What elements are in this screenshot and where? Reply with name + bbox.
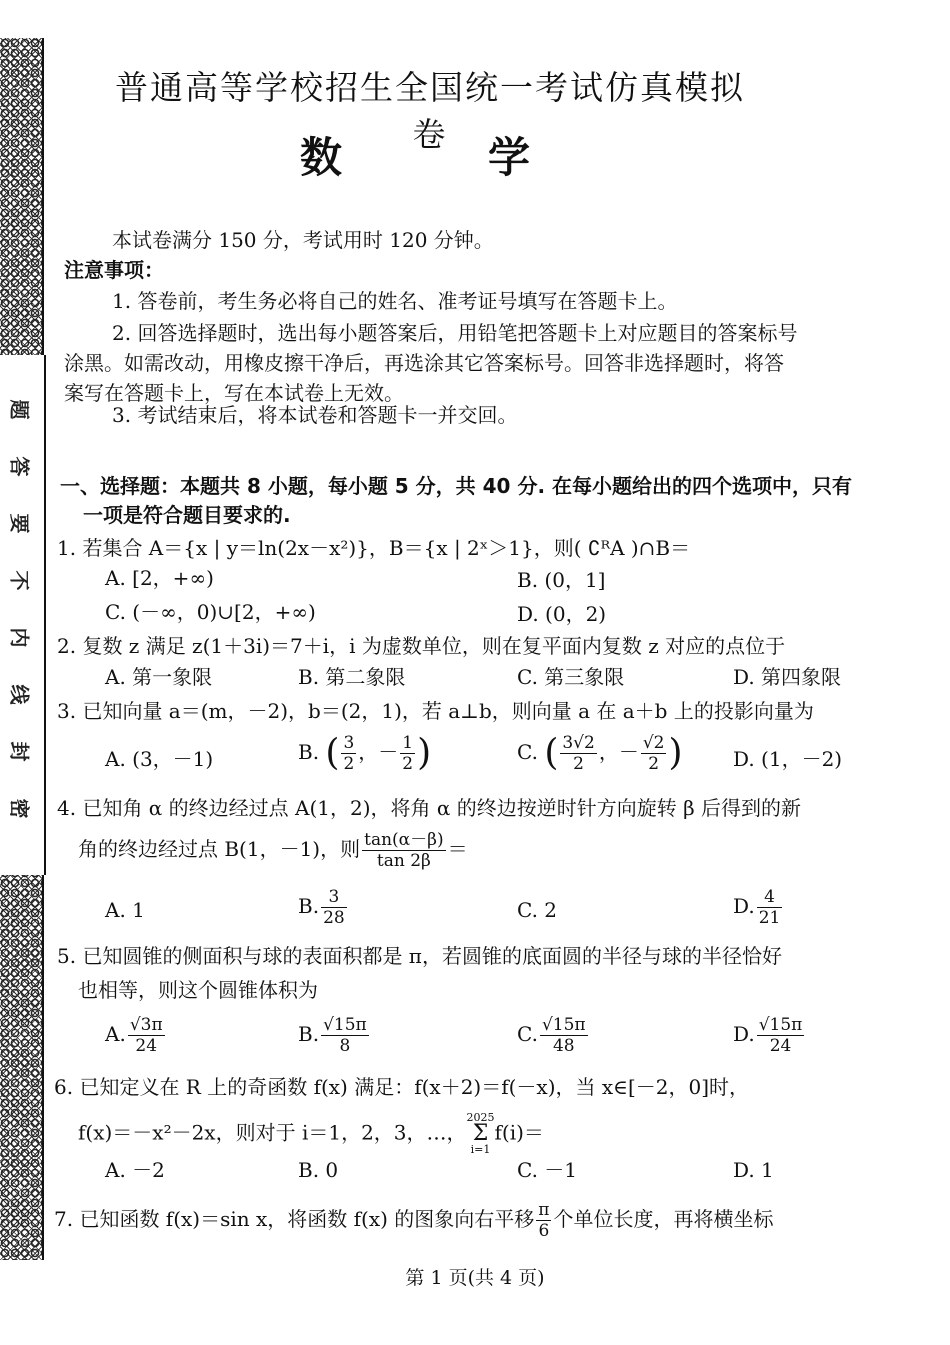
question-1-option-c: C. (－∞，0)∪[2，+∞) bbox=[105, 600, 316, 624]
question-4-option-b: B. $\frac{3}{28}$ bbox=[298, 887, 345, 928]
notice-line: 2. 回答选择题时，选出每小题答案后，用铅笔把答题卡上对应题目的答案标号 bbox=[112, 321, 798, 345]
question-6-stem: 6. 已知定义在 R 上的奇函数 f(x) 满足：f(x＋2)＝f(－x)，当 x∈[－2，0]时， bbox=[54, 1075, 750, 1099]
strip-char: 封 bbox=[7, 741, 32, 762]
question-3-stem: 3. 已知向量 a＝(m，－2)，b＝(2，1)，若 a⊥b，则向量 a 在 a＋b 上的投影向量为 bbox=[57, 699, 814, 723]
question-4-stem-cont: 角的终边经过点 B(1，－1)，则 $\frac{\tan(\alpha-\beta)}{\tan 2\beta}$ ＝ bbox=[78, 830, 468, 871]
fraction: $\frac{3√2}{2}$ bbox=[562, 733, 595, 774]
question-6-stem-cont: f(x)＝－x²－2x，则对于 i＝1，2，3，…，2025 Σ i=1f(i)＝ bbox=[78, 1111, 544, 1156]
fraction: $\frac{4}{21}$ bbox=[758, 887, 781, 928]
strip-char: 不 bbox=[7, 570, 32, 591]
section-heading-cont: 一项是符合题目要求的. bbox=[83, 503, 291, 527]
question-5-option-a: A. $\frac{√3\pi}{24}$ bbox=[105, 1015, 163, 1056]
question-5-option-c: C. $\frac{√15\pi}{48}$ bbox=[517, 1015, 586, 1056]
question-4-stem: 4. 已知角 α 的终边经过点 A(1，2)，将角 α 的终边按逆时针方向旋转 β 后得到的新 bbox=[57, 796, 802, 820]
question-5-option-d: D. $\frac{√15\pi}{24}$ bbox=[733, 1015, 803, 1056]
question-4-option-c: C. 2 bbox=[517, 898, 558, 922]
fraction: $\frac{√3\pi}{24}$ bbox=[129, 1015, 163, 1056]
question-4-option-d: D. $\frac{4}{21}$ bbox=[733, 887, 781, 928]
fraction: $\frac{√15\pi}{8}$ bbox=[323, 1015, 367, 1056]
strip-char: 线 bbox=[7, 684, 32, 705]
question-3-option-c: C. ( $\frac{3√2}{2}$ ，－ $\frac{√2}{2}$ ) bbox=[517, 732, 683, 774]
exam-title: 普通高等学校招生全国统一考试仿真模拟卷 bbox=[115, 68, 745, 154]
question-3-option-d: D. (1，－2) bbox=[733, 747, 843, 771]
question-1-option-a: A. [2，+∞) bbox=[105, 566, 214, 590]
binding-strip-text bbox=[6, 395, 36, 823]
strip-char: 要 bbox=[7, 513, 32, 534]
question-3-option-a: A. (3，－1) bbox=[105, 747, 214, 771]
fraction: $\frac{\pi}{6}$ bbox=[538, 1200, 550, 1241]
notice-heading: 注意事项： bbox=[64, 258, 164, 282]
question-7-stem: 7. 已知函数 f(x)＝sin x，将函数 f(x) 的图象向右平移 $\frac{\pi}{6}$ 个单位长度，再将横坐标 bbox=[54, 1200, 774, 1241]
fraction: $\frac{√15\pi}{24}$ bbox=[758, 1015, 803, 1056]
fraction: $\frac{3}{2}$ bbox=[343, 733, 355, 774]
strip-char: 题 bbox=[7, 399, 32, 420]
fraction: $\frac{3}{28}$ bbox=[323, 887, 345, 928]
question-2-option-d: D. 第四象限 bbox=[733, 665, 842, 689]
fraction: $\frac{√15\pi}{48}$ bbox=[541, 1015, 586, 1056]
fraction: $\frac{\tan(\alpha-\beta)}{\tan 2\beta}$ bbox=[364, 830, 444, 871]
question-1-option-d: D. (0，2) bbox=[517, 602, 607, 626]
question-2-stem: 2. 复数 z 满足 z(1＋3i)＝7＋i，i 为虚数单位，则在复平面内复数 z 对应的点位于 bbox=[57, 634, 786, 658]
question-6-option-c: C. －1 bbox=[517, 1158, 578, 1182]
question-2-option-c: C. 第三象限 bbox=[517, 665, 625, 689]
summation: 2025 Σ i=1 bbox=[466, 1111, 495, 1156]
question-1-option-b: B. (0，1] bbox=[517, 568, 606, 592]
question-3-option-b: B. ( $\frac{3}{2}$ ，－ $\frac{1}{2}$ ) bbox=[298, 732, 432, 774]
question-5-stem: 5. 已知圆锥的侧面积与球的表面积都是 π，若圆锥的底面圆的半径与球的半径恰好 bbox=[57, 944, 782, 968]
fraction: $\frac{1}{2}$ bbox=[402, 733, 414, 774]
notice-line: 1. 答卷前，考生务必将自己的姓名、准考证号填写在答题卡上。 bbox=[112, 289, 678, 313]
page-footer: 第 1 页(共 4 页) bbox=[405, 1267, 545, 1289]
question-1-stem: 1. 若集合 A＝{x | y＝ln(2x－x²)}，B＝{x | 2ˣ＞1}，则( ∁ᴿA )∩B＝ bbox=[57, 536, 691, 560]
subject-title bbox=[300, 125, 530, 185]
notice-line: 案写在答题卡上，写在本试卷上无效。 bbox=[64, 381, 404, 405]
question-5-option-b: B. $\frac{√15\pi}{8}$ bbox=[298, 1015, 367, 1056]
question-4-option-a: A. 1 bbox=[105, 898, 145, 922]
exam-intro: 本试卷满分 150 分，考试用时 120 分钟。 bbox=[112, 228, 494, 252]
question-6-option-a: A. －2 bbox=[105, 1158, 165, 1182]
section-heading: 一、选择题：本题共 8 小题，每小题 5 分，共 40 分. 在每小题给出的四个选项中，只有 bbox=[60, 474, 853, 498]
subject-char: 学 bbox=[487, 133, 530, 182]
strip-char: 答 bbox=[7, 456, 32, 477]
strip-char: 内 bbox=[7, 627, 32, 648]
subject-char: 数 bbox=[300, 133, 343, 182]
fraction: $\frac{√2}{2}$ bbox=[642, 733, 665, 774]
question-5-stem-cont: 也相等，则这个圆锥体积为 bbox=[78, 978, 318, 1002]
question-2-option-b: B. 第二象限 bbox=[298, 665, 406, 689]
notice-line: 涂黑。如需改动，用橡皮擦干净后，再选涂其它答案标号。回答非选择题时，将答 bbox=[64, 351, 784, 375]
question-6-option-d: D. 1 bbox=[733, 1158, 774, 1182]
question-6-option-b: B. 0 bbox=[298, 1158, 339, 1182]
notice-line: 3. 考试结束后，将本试卷和答题卡一并交回。 bbox=[112, 403, 518, 427]
question-2-option-a: A. 第一象限 bbox=[105, 665, 213, 689]
strip-char: 密 bbox=[7, 798, 32, 819]
